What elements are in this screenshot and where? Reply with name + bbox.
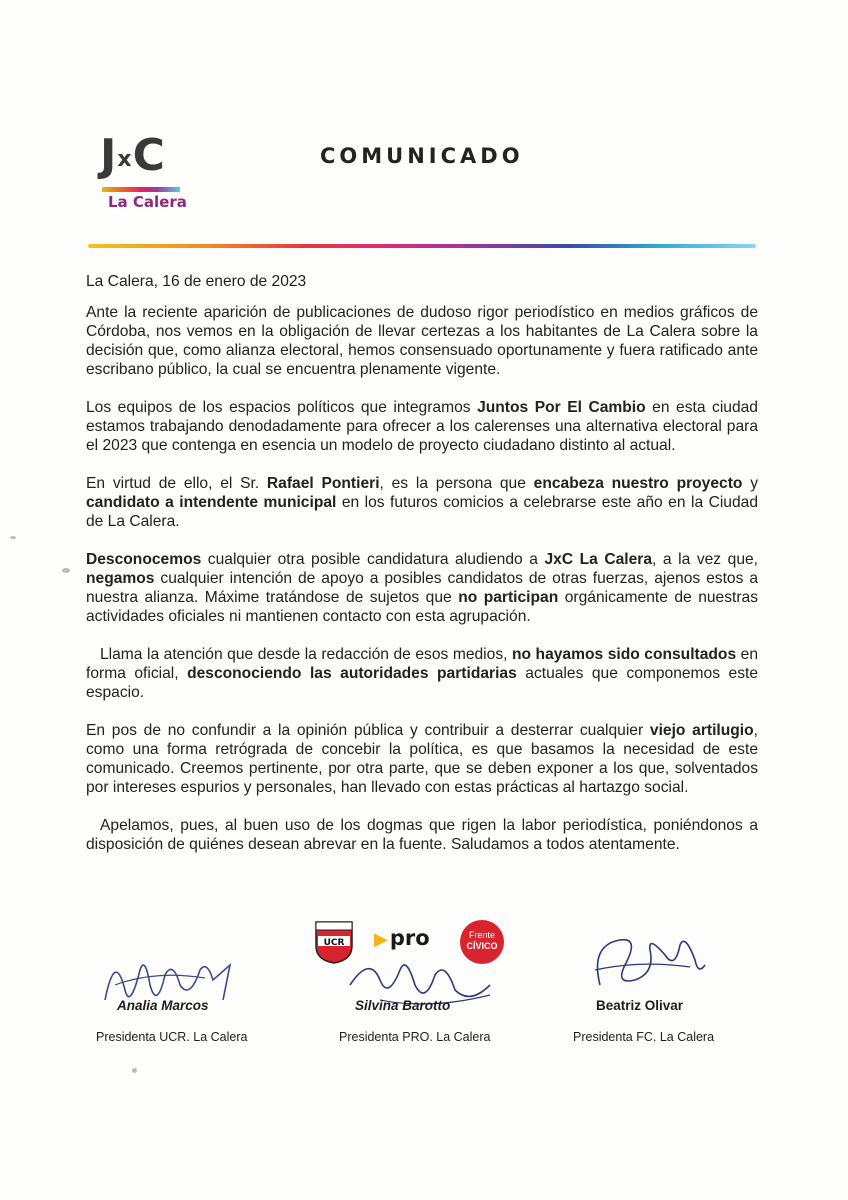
bold-run: viejo artilugio: [649, 722, 754, 739]
ucr-label: UCR: [323, 938, 345, 948]
signer-role-1: Presidenta UCR. La Calera: [96, 1030, 248, 1044]
fc-line1: Frente: [468, 930, 495, 940]
jxc-logo: [100, 130, 190, 212]
paper-speck: [62, 568, 70, 573]
signer-name-3: Beatriz Olivar: [596, 998, 684, 1013]
paper-speck: [10, 536, 16, 539]
text-run: en esta ciudad estamos trabajando denodadamente para ofrecer a los calerenses una alternativa electoral para el 2023 que contenga en esencia un modelo de proyecto ciudadano distinto al actual.: [86, 399, 758, 454]
paper-speck: [132, 1068, 137, 1073]
bold-run: no hayamos sido consultados: [511, 646, 737, 663]
bold-run: desconociendo las autoridades partidarias: [187, 665, 517, 682]
text-run: En pos de no confundir a la opinión pública y contribuir a desterrar cualquier: [86, 722, 650, 739]
pro-label: pro: [389, 926, 430, 950]
bold-run: negamos: [86, 570, 155, 587]
bold-run: candidato a intendente municipal: [86, 494, 337, 511]
logo-subtitle: La Calera: [108, 193, 187, 211]
text-run: cualquier intención de apoyo a posibles candidatos de otras fuerzas, ajenos estos a nuestra alianza. Máxime tratándose de sujetos que: [86, 570, 758, 606]
bold-run: Desconocemos: [86, 551, 202, 568]
document-body: [86, 260, 758, 854]
logo-mark: JxC: [100, 130, 164, 181]
text-run: en forma oficial,: [86, 646, 758, 682]
text-run: cualquier otra posible candidatura aludiendo a: [201, 551, 545, 568]
text-run: orgánicamente de nuestras actividades oficiales ni mantienen contacto con esta agrupación.: [86, 589, 759, 625]
bold-run: JxC La Calera: [544, 551, 653, 568]
paragraph-4: [86, 550, 758, 626]
rainbow-divider: [88, 244, 756, 248]
text-run: y: [742, 475, 758, 492]
signer-role-3: Presidenta FC. La Calera: [573, 1030, 715, 1044]
text-run: , es la persona que: [379, 475, 534, 492]
signature-scribble-3: [580, 925, 720, 1005]
document-date: La Calera, 16 de enero de 2023: [86, 273, 307, 290]
bold-run: no participan: [458, 589, 559, 606]
bold-run: encabeza nuestro proyecto: [533, 475, 743, 492]
paragraph-1: Ante la reciente aparición de publicaciones de dudoso rigor periodístico en medios gráficos de Córdoba, nos vemos en la obligación de llevar certezas a los habitantes de La Calera sobre la decisión que, como alianza electoral, hemos consensuado oportunamente y fuera ratificado ante escribano público, la cual se encuentra plenamente vigente.: [86, 304, 758, 378]
text-run: Los equipos de los espacios políticos que integramos: [86, 399, 478, 416]
text-run: Llama la atención que desde la redacción de esos medios,: [100, 646, 512, 663]
bold-run: Rafael Pontieri: [266, 475, 380, 492]
bold-run: Juntos Por El Cambio: [477, 399, 646, 416]
pro-triangle-icon: ▶: [374, 929, 388, 950]
text-run: , como una forma retrógrada de concebir la política, es que basamos la necesidad de este comunicado. Creemos pertinente, por otra parte, que se deben exponer a los que, solventados por intereses espurios y personales, han llevado con estas prácticas al hartazgo social.: [86, 722, 758, 796]
signer-name-1: Analia Marcos: [117, 998, 209, 1013]
fc-line2: CÍVICO: [466, 941, 498, 951]
paragraph-2: [86, 398, 758, 455]
paragraph-5: [86, 645, 758, 702]
logo-color-bar: [102, 187, 180, 192]
text-run: en los futuros comicios a celebrarse este año en la Ciudad de La Calera.: [86, 494, 758, 530]
signer-role-2: Presidenta PRO. La Calera: [339, 1030, 491, 1044]
paragraph-7: Apelamos, pues, al buen uso de los dogmas que rigen la labor periodística, poniéndonos a disposición de quiénes desean abrevar en la fuente. Saludamos a todos atentamente.: [86, 817, 758, 853]
paragraph-6: [86, 721, 758, 797]
text-run: En virtud de ello, el Sr.: [86, 475, 267, 492]
document-title: COMUNICADO: [320, 144, 524, 168]
paragraph-3: [86, 474, 758, 531]
text-run: actuales que componemos este espacio.: [86, 665, 758, 701]
text-run: , a la vez que,: [652, 551, 758, 568]
signer-name-2: Silvina Barotto: [355, 998, 451, 1013]
